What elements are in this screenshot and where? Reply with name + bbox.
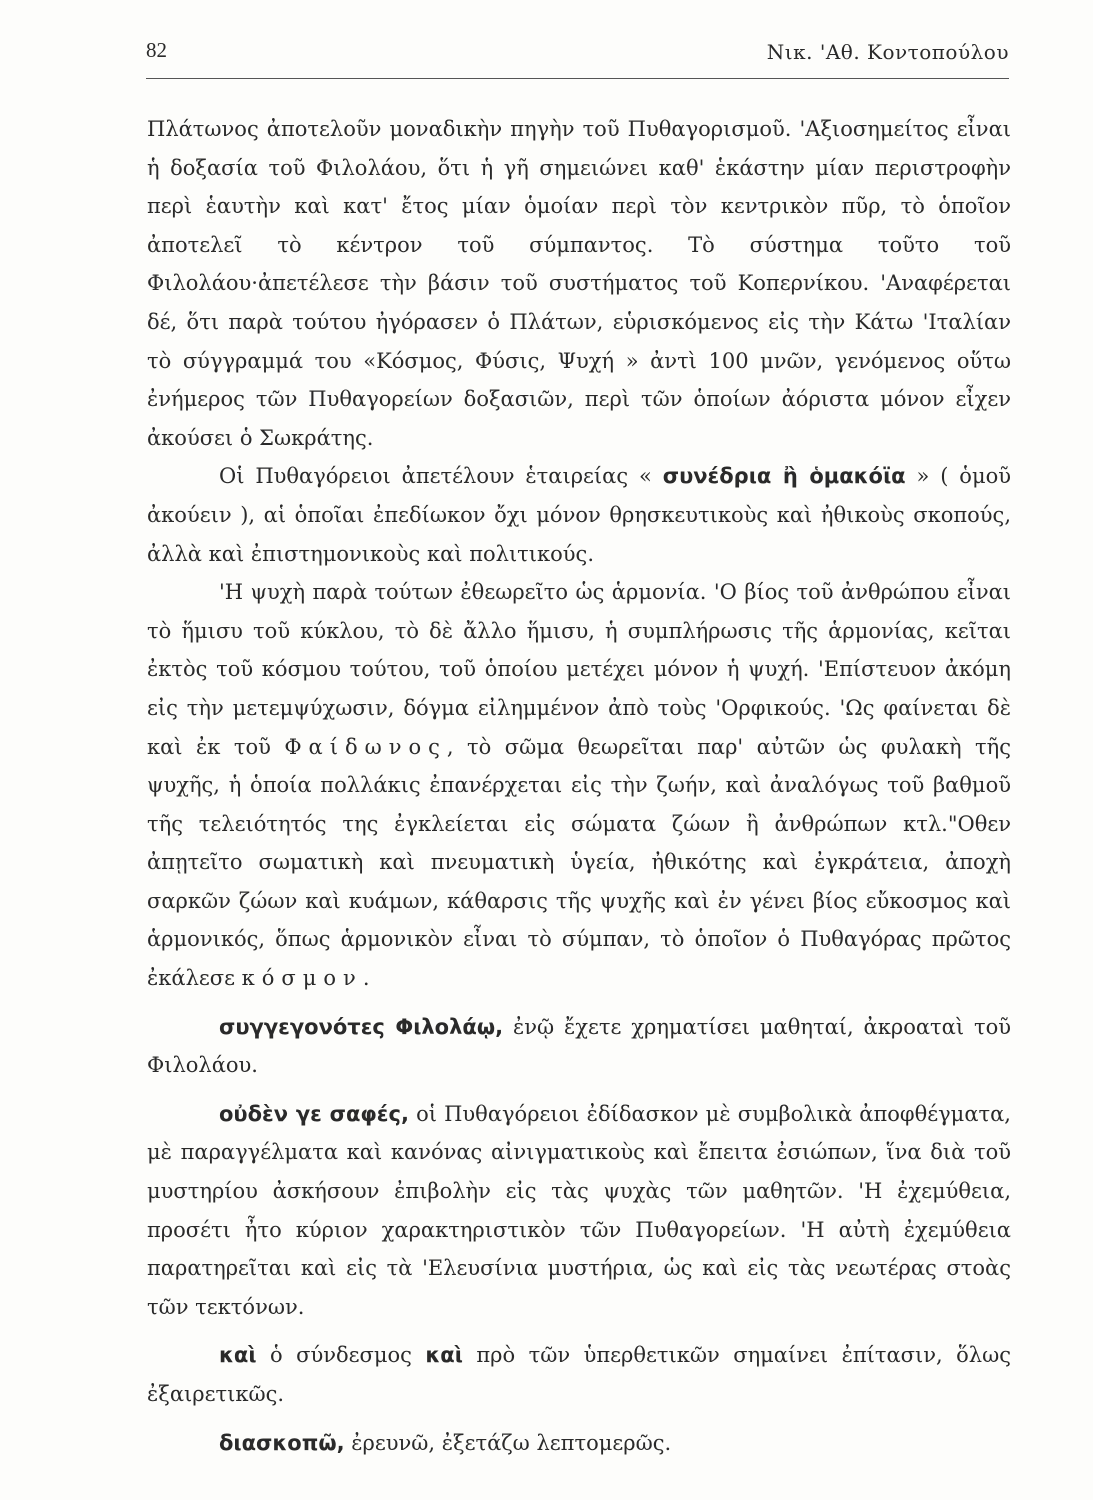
note-3-term: καὶ [219, 1343, 257, 1368]
page-header [146, 38, 1009, 79]
note-3-mid: ὁ σύνδεσμος [256, 1343, 426, 1368]
page-body [147, 110, 1011, 1462]
paragraph-3 [147, 573, 1011, 998]
note-4-text: ἐρευνῶ, ἐξετάζω λεπτομερῶς. [344, 1430, 672, 1455]
note-3-term-2: καὶ [425, 1343, 463, 1368]
note-4-term: διασκοπῶ, [219, 1430, 345, 1455]
paragraph-2 [147, 457, 1011, 573]
note-2-text: οἱ Πυθαγόρειοι ἐδίδασκον μὲ συμβολικὰ ἀποφθέγματα, μὲ παραγγέλματα καὶ κανόνας αἰνιγματικοὺς καὶ ἔπειτα ἐσιώπων, ἵνα διὰ τοῦ μυστηρίου ἀσκήσουν ἐπιβολὴν εἰς τὰς ψυχὰς τῶν μαθητῶν. 'Η ἐχεμύθεια, προσέτι ἦτο κύριον χαρακτηριστικὸν τῶν Πυθαγορείων. 'Η αὐτὴ ἐχεμύθεια παρατηρεῖται καὶ εἰς τὰ 'Ελευσίνια μυστήρια, ὡς καὶ εἰς τὰς νεωτέρας στοὰς τῶν τεκτόνων. [147, 1101, 1011, 1319]
paragraph-2-end: » ( ὁμοῦ ἀκούειν ), αἱ ὁποῖαι ἐπεδίωκον ὄχι μόνον θρησκευτικοὺς καὶ ἠθικοὺς σκοπούς, ἀλλὰ καὶ ἐπιστημονικοὺς καὶ πολιτικούς. [147, 464, 1011, 566]
paragraph-1: Πλάτωνος ἀποτελοῦν μοναδικὴν πηγὴν τοῦ Πυθαγορισμοῦ. 'Αξιοσημείτος εἶναι ἡ δοξασία τοῦ Φιλολάου, ὅτι ἡ γῆ σημειώνει καθ' ἑκάστην μίαν περιστροφὴν περὶ ἑαυτὴν καὶ κατ' ἔτος μίαν ὁμοίαν περὶ τὸν κεντρικὸν πῦρ, τὸ ὁποῖον ἀποτελεῖ τὸ κέντρον τοῦ σύμπαντος. Τὸ σύστημα τοῦτο τοῦ Φιλολάου·ἀπετέλεσε τὴν βάσιν τοῦ συστήματος τοῦ Κοπερνίκου. 'Αναφέρεται δέ, ὅτι παρὰ τούτου ἠγόρασεν ὁ Πλάτων, εὑρισκόμενος εἰς τὴν Κάτω 'Ιταλίαν τὸ σύγγραμμά του «Κόσμος, Φύσις, Ψυχή » ἀντὶ 100 μνῶν, γενόμενος οὕτω ἐνήμερος τῶν Πυθαγορείων δοξασιῶν, περὶ τῶν ὁποίων ἀόριστα μόνον εἶχεν ἀκούσει ὁ Σωκράτης. [147, 117, 1011, 450]
note-2-term: οὐδὲν γε σαφές, [219, 1101, 409, 1126]
paragraph-2-start: Οἱ Πυθαγόρειοι ἀπετέλουν ἑταιρείας « [219, 464, 663, 489]
page-number: 82 [146, 38, 167, 62]
paragraph-3-middle: , τὸ σῶμα θεωρεῖται παρ' αὐτῶν ὡς φυλακὴ τῆς ψυχῆς, ἡ ὁποία πολλάκις ἐπανέρχεται εἰς τὴν ζωήν, καὶ ἀναλόγως τοῦ βαθμοῦ τῆς τελειότητός της ἐγκλείεται εἰς σώματα ζώων ἢ ἀνθρώπων κτλ."Οθεν ἀπῃτεῖτο σωματικὴ καὶ πνευματικὴ ὑγεία, ἠθικότης καὶ ἐγκράτεια, ἀποχὴ σαρκῶν ζώων καὶ κυάμων, κάθαρσις τῆς ψυχῆς καὶ ἐν γένει βίος εὔκοσμος καὶ ἁρμονικός, ὅπως ἁρμονικὸν εἶναι τὸ σύμπαν, τὸ ὁποῖον ὁ Πυθαγόρας πρῶτος ἐκάλεσε [147, 734, 1011, 991]
paragraph-3-start: 'Η ψυχὴ παρὰ τούτων ἐθεωρεῖτο ὡς ἁρμονία. 'Ο βίος τοῦ ἀνθρώπου εἶναι τὸ ἥμισυ τοῦ κύκλου, τὸ δὲ ἄλλο ἥμισυ, ἡ συμπλήρωσις τῆς ἁρμονίας, κεῖται ἐκτὸς τοῦ κόσμου τούτου, τοῦ ὁποίου μετέχει μόνον ἡ ψυχή. 'Επίστευον ἀκόμη εἰς τὴν μετεμψύχωσιν, δόγμα εἰλημμένον ἀπὸ τοὺς 'Ορφικούς. 'Ως φαίνεται δὲ καὶ ἐκ τοῦ [147, 580, 1011, 759]
note-1-text: ἐνῷ ἔχετε χρηματίσει μαθηταί, ἀκροαταὶ τοῦ Φιλολάου. [147, 1014, 1011, 1078]
note-2 [147, 1095, 1011, 1327]
paragraph-2-bold-term: συνέδρια ἢ ὁμακόϊα [662, 464, 906, 489]
paragraph-3-spaced-end: κόσμον. [241, 966, 377, 991]
running-head: Νικ. 'Αθ. Κοντοπούλου [766, 40, 1009, 64]
note-1-term: συγγεγονότες Φιλολάῳ, [219, 1014, 504, 1039]
note-3-text: πρὸ τῶν ὑπερθετικῶν σημαίνει ἐπίτασιν, ὅλως ἐξαιρετικῶς. [147, 1343, 1011, 1406]
note-4 [147, 1424, 1011, 1463]
note-1 [147, 1008, 1011, 1085]
note-3 [147, 1336, 1011, 1413]
paragraph-3-spaced-title: Φαίδωνος [284, 734, 447, 759]
